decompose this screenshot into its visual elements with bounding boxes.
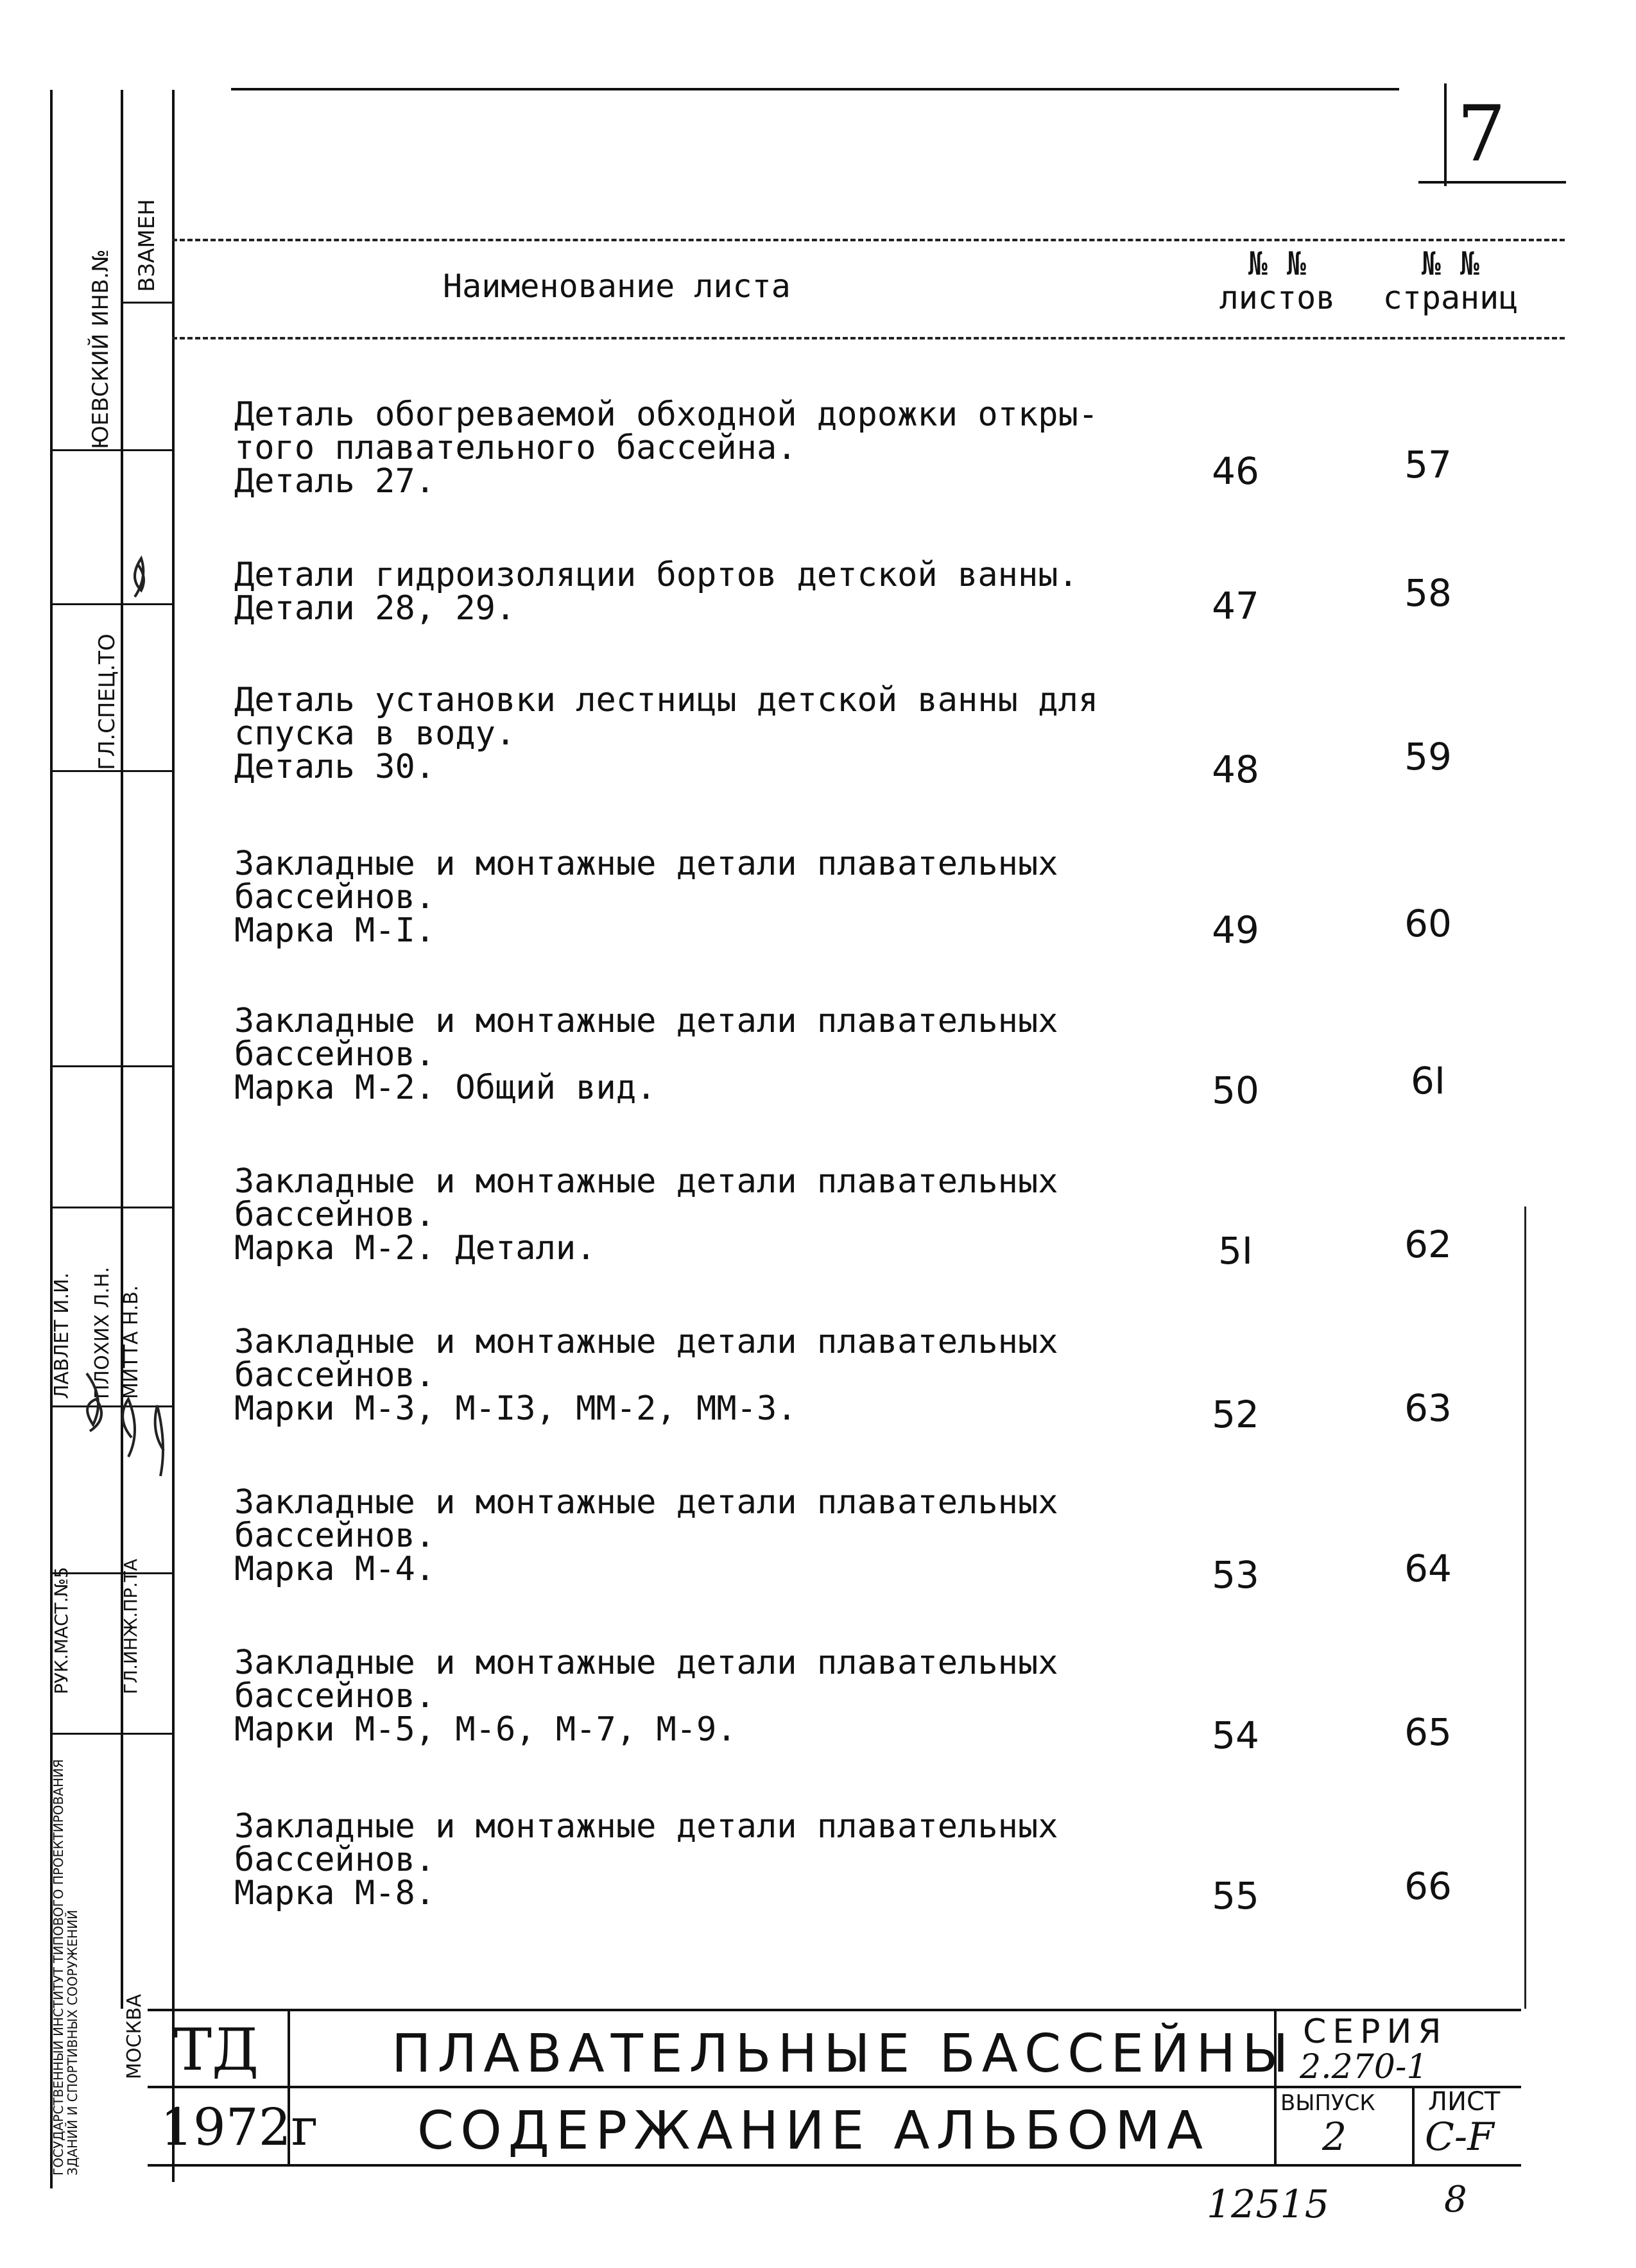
org-code: ТД — [173, 2016, 259, 2084]
row-page-number: 57 — [1404, 443, 1452, 486]
stamp-chief-specialist: ГЛ.СПЕЦ.ТО — [94, 633, 120, 770]
series-label: СЕРИЯ — [1303, 2013, 1448, 2051]
title-block-top — [148, 2009, 1521, 2011]
stamp-approver-1: ЛАВЛЕТ И.И. — [51, 1273, 73, 1399]
row-title: Закладные и монтажные детали плавательных бассейнов. Марки М-5, М-6, М-7, М-9. — [234, 1644, 1058, 1749]
top-border — [231, 88, 1399, 90]
row-title: Деталь обогреваемой обходной дорожки откры- того плавательного бассейна. Деталь 27. — [234, 395, 1099, 501]
title-block-bottom — [148, 2164, 1521, 2167]
title-line-2: СОДЕРЖАНИЕ АЛЬБОМА — [417, 2100, 1210, 2161]
row-sheet-number: 47 — [1212, 584, 1259, 628]
sheet-value: С-F — [1425, 2115, 1494, 2160]
header-sheets-line2: листов — [1219, 279, 1336, 316]
row-sheet-number: 55 — [1212, 1874, 1259, 1918]
stamp-role-1: РУК.МАСТ.№5 — [51, 1567, 72, 1694]
signature-scribbles — [51, 546, 173, 1637]
row-page-number: 64 — [1404, 1547, 1452, 1590]
header-name-column: Наименование листа — [443, 268, 791, 305]
row-title: Закладные и монтажные детали плавательных бассейнов. Марка М-I. — [234, 845, 1058, 950]
row-page-number: 59 — [1404, 735, 1452, 778]
row-sheet-number: 5I — [1218, 1229, 1253, 1273]
row-sheet-number: 46 — [1212, 449, 1259, 493]
signature-4 — [155, 1405, 164, 1476]
year: 1972г — [160, 2097, 318, 2157]
issue-value: 2 — [1322, 2115, 1347, 2160]
row-page-number: 62 — [1404, 1223, 1452, 1266]
stamp-city: МОСКВА — [123, 1994, 146, 2079]
right-margin-line — [1524, 1207, 1526, 2009]
header-sheets-column — [1207, 247, 1348, 314]
row-sheet-number: 54 — [1212, 1714, 1259, 1757]
row-page-number: 58 — [1404, 571, 1452, 615]
row-title: Деталь установки лестницы детской ванны для спуска в воду. Деталь 30. — [234, 681, 1099, 786]
signature-3 — [123, 1399, 135, 1457]
series-value: 2.270-1 — [1300, 2048, 1428, 2086]
header-top-rule — [172, 239, 1565, 241]
row-sheet-number: 53 — [1212, 1553, 1259, 1597]
inventory-number: 12515 — [1207, 2182, 1329, 2227]
signature-2 — [87, 1373, 101, 1431]
row-title: Закладные и монтажные детали плавательных бассейнов. Марка М-4. — [234, 1483, 1058, 1588]
sheet-label: ЛИСТ — [1428, 2087, 1501, 2117]
title-block-divider-3 — [1412, 2086, 1415, 2164]
stamp-inventory: ЮЕВСКИЙ ИНВ.№ — [88, 249, 114, 449]
header-bottom-rule — [172, 337, 1565, 339]
header-sheets-line1: № № — [1248, 245, 1307, 282]
stamp-rule — [50, 449, 172, 451]
row-title: Детали гидроизоляции бортов детской ванны. Детали 28, 29. — [234, 556, 1078, 628]
stamp-approver-2: ПЛОХИХ Л.Н. — [91, 1266, 114, 1399]
title-line-1: ПЛАВАТЕЛЬНЫЕ БАССЕЙНЫ — [392, 2023, 1295, 2084]
page-number: 7 — [1457, 90, 1506, 179]
page-number-box-left — [1444, 83, 1447, 186]
row-page-number: 6I — [1410, 1059, 1445, 1103]
stamp-approver-3: МИТТА Н.В. — [120, 1285, 142, 1399]
row-title: Закладные и монтажные детали плавательных бассейнов. Марка М-8. — [234, 1807, 1058, 1912]
header-pages-line1: № № — [1421, 245, 1480, 282]
row-sheet-number: 48 — [1212, 748, 1259, 791]
stamp-rule — [121, 302, 172, 304]
row-page-number: 66 — [1404, 1864, 1452, 1908]
row-sheet-number: 52 — [1212, 1393, 1259, 1436]
signature-1 — [135, 558, 144, 597]
stamp-institute: ГОСУДАРСТВЕННЫЙ ИНСТИТУТ ТИПОВОГО ПРОЕКТИРОВАНИЯ ЗДАНИЙ И СПОРТИВНЫХ СООРУЖЕНИЙ — [51, 1759, 80, 2176]
row-page-number: 65 — [1404, 1710, 1452, 1754]
row-page-number: 60 — [1404, 902, 1452, 945]
row-sheet-number: 49 — [1212, 908, 1259, 952]
row-sheet-number: 50 — [1212, 1069, 1259, 1112]
header-pages-line2: страниц — [1382, 279, 1519, 316]
issue-label: ВЫПУСК — [1280, 2090, 1375, 2116]
row-title: Закладные и монтажные детали плавательных бассейнов. Марки М-3, М-I3, ММ-2, ММ-3. — [234, 1323, 1058, 1428]
row-title: Закладные и монтажные детали плавательных бассейнов. Марка М-2. Детали. — [234, 1162, 1058, 1267]
stamp-replaces: ВЗАМЕН — [134, 199, 160, 292]
header-pages-column — [1367, 247, 1534, 314]
page-number-box-bottom — [1418, 181, 1566, 184]
row-page-number: 63 — [1404, 1386, 1452, 1430]
row-title: Закладные и монтажные детали плавательных бассейнов. Марка М-2. Общий вид. — [234, 1002, 1058, 1107]
stamp-role-2: ГЛ.ИНЖ.ПР.ТА — [120, 1558, 141, 1694]
corner-mark: 8 — [1444, 2179, 1467, 2221]
